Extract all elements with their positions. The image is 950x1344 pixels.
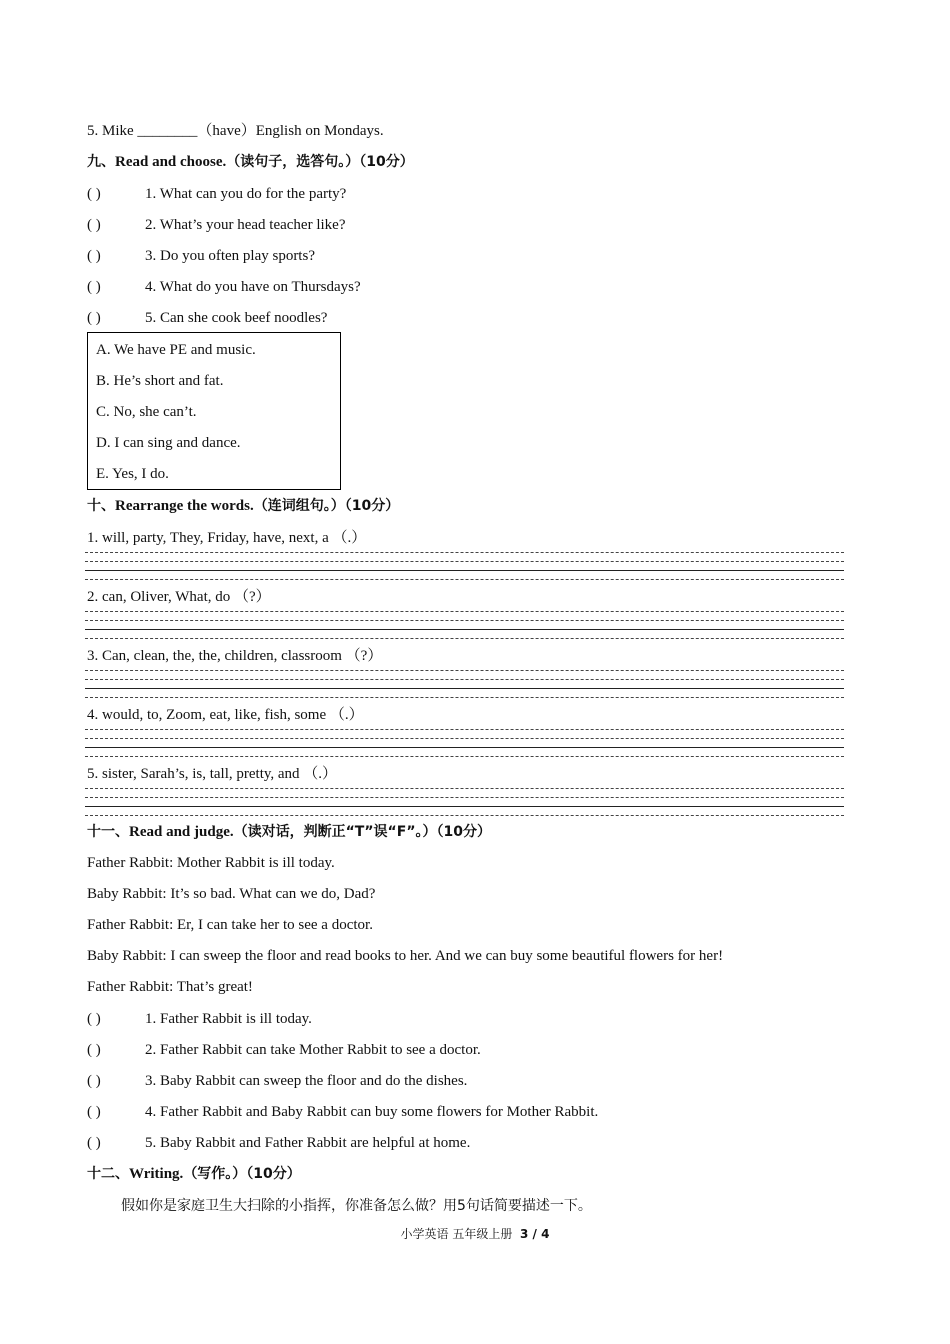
s11-question-4: ( ) 4. Father Rabbit and Baby Rabbit can buy some flowers for Mother Rabbit. <box>87 1104 599 1120</box>
s10-item-3: 3. Can, clean, the, the, children, classroom （?） <box>87 648 383 664</box>
dialogue-line: Baby Rabbit: I can sweep the floor and read books to her. And we can buy some beautiful flowers for her! <box>87 948 724 964</box>
answer-blank[interactable]: ( ) <box>87 1073 101 1089</box>
writing-line[interactable] <box>85 697 844 698</box>
option-a: A. We have PE and music. <box>96 342 256 358</box>
answer-blank[interactable]: ( ) <box>87 248 101 264</box>
s10-item-5: 5. sister, Sarah’s, is, tall, pretty, and （.） <box>87 766 338 782</box>
writing-line[interactable] <box>85 688 844 689</box>
writing-line[interactable] <box>85 788 844 789</box>
page-number: 3 / 4 <box>520 1227 550 1241</box>
answer-blank[interactable]: ( ) <box>87 1011 101 1027</box>
writing-line[interactable] <box>85 561 844 562</box>
page-footer: 小学英语 五年级上册 3 / 4 <box>400 1227 550 1241</box>
section-10-heading: 十、Rearrange the words.（连词组句。）（10分） <box>87 498 400 514</box>
option-c: C. No, she can’t. <box>96 404 197 420</box>
answer-options-box <box>87 332 341 490</box>
option-b: B. He’s short and fat. <box>96 373 224 389</box>
writing-line[interactable] <box>85 638 844 639</box>
s9-question-3: ( ) 3. Do you often play sports? <box>87 248 315 264</box>
writing-line[interactable] <box>85 570 844 571</box>
answer-blank[interactable]: ( ) <box>87 1042 101 1058</box>
dialogue-line: Baby Rabbit: It’s so bad. What can we do, Dad? <box>87 886 376 902</box>
s11-question-3: ( ) 3. Baby Rabbit can sweep the floor and do the dishes. <box>87 1073 468 1089</box>
writing-line[interactable] <box>85 747 844 748</box>
writing-line[interactable] <box>85 579 844 580</box>
writing-line[interactable] <box>85 797 844 798</box>
dialogue-line: Father Rabbit: Er, I can take her to see a doctor. <box>87 917 373 933</box>
s9-question-5: ( ) 5. Can she cook beef noodles? <box>87 310 328 326</box>
writing-line[interactable] <box>85 806 844 807</box>
answer-blank[interactable]: ( ) <box>87 279 101 295</box>
s9-question-1: ( ) 1. What can you do for the party? <box>87 186 347 202</box>
answer-blank[interactable]: ( ) <box>87 186 101 202</box>
s10-item-1: 1. will, party, They, Friday, have, next, a （.） <box>87 530 367 546</box>
writing-line[interactable] <box>85 620 844 621</box>
q8-item-5: 5. Mike ________（have）English on Mondays. <box>87 123 384 139</box>
s10-item-2: 2. can, Oliver, What, do （?） <box>87 589 271 605</box>
s11-question-1: ( ) 1. Father Rabbit is ill today. <box>87 1011 312 1027</box>
answer-blank[interactable]: ( ) <box>87 217 101 233</box>
dialogue-line: Father Rabbit: That’s great! <box>87 979 253 995</box>
s11-question-5: ( ) 5. Baby Rabbit and Father Rabbit are helpful at home. <box>87 1135 471 1151</box>
section-11-heading: 十一、Read and judge.（读对话，判断正“T”误“F”。）（10分） <box>87 824 492 840</box>
s11-question-2: ( ) 2. Father Rabbit can take Mother Rabbit to see a doctor. <box>87 1042 481 1058</box>
answer-blank[interactable]: ( ) <box>87 310 101 326</box>
section-12-heading: 十二、Writing.（写作。）（10分） <box>87 1166 301 1182</box>
option-d: D. I can sing and dance. <box>96 435 241 451</box>
s10-item-4: 4. would, to, Zoom, eat, like, fish, some （.） <box>87 707 364 723</box>
section-9-heading: 九、Read and choose.（读句子，选答句。）（10分） <box>87 154 414 170</box>
writing-line[interactable] <box>85 679 844 680</box>
writing-line[interactable] <box>85 738 844 739</box>
dialogue-line: Father Rabbit: Mother Rabbit is ill today. <box>87 855 335 871</box>
s9-question-4: ( ) 4. What do you have on Thursdays? <box>87 279 361 295</box>
writing-line[interactable] <box>85 552 844 553</box>
writing-line[interactable] <box>85 729 844 730</box>
answer-blank[interactable]: ( ) <box>87 1135 101 1151</box>
s9-question-2: ( ) 2. What’s your head teacher like? <box>87 217 346 233</box>
writing-line[interactable] <box>85 629 844 630</box>
writing-line[interactable] <box>85 815 844 816</box>
answer-blank[interactable]: ( ) <box>87 1104 101 1120</box>
writing-line[interactable] <box>85 670 844 671</box>
writing-line[interactable] <box>85 611 844 612</box>
writing-line[interactable] <box>85 756 844 757</box>
writing-prompt: 假如你是家庭卫生大扫除的小指挥，你准备怎么做？用5句话简要描述一下。 <box>121 1198 592 1214</box>
option-e: E. Yes, I do. <box>96 466 169 482</box>
